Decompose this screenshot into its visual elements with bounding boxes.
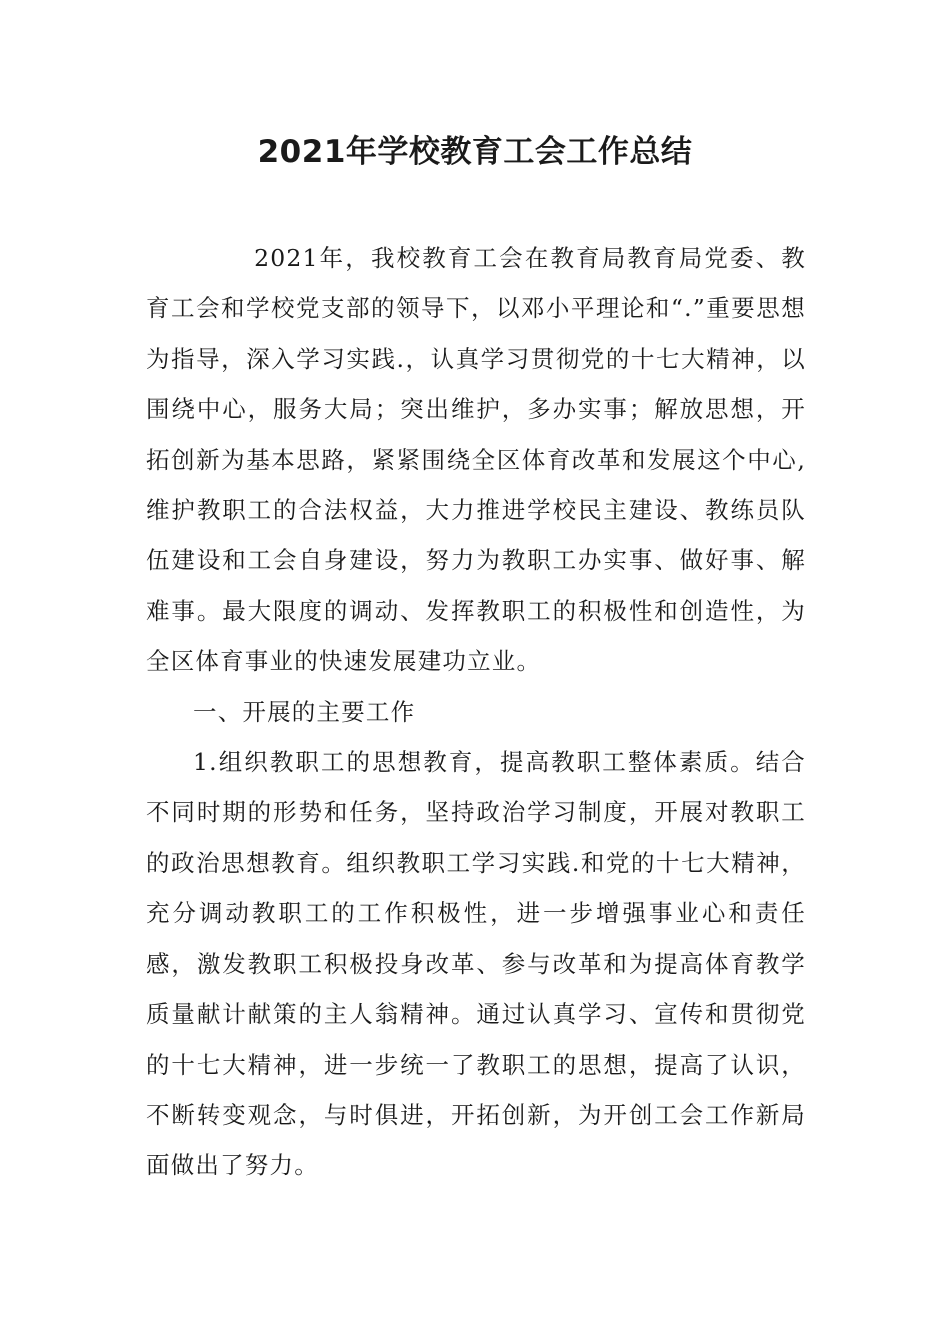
document-title: 2021年学校教育工会工作总结 — [257, 134, 693, 170]
paragraph-item-1: 1.组织教职工的思想教育，提高教职工整体素质。结合不同时期的形势和任务，坚持政治学习制度，开展对教职工的政治思想教育。组织教职工学习实践.和党的十七大精神，充分调动教职工的工作积极性，进一步增强事业心和责任感，激发教职工积极投身改革、参与改革和为提高体育教学质量献计献策的主人翁精神。通过认真学习、宣传和贯彻党的十七大精神，进一步统一了教职工的思想，提高了认识，不断转变观念，与时俱进，开拓创新，为开创工会工作新局面做出了努力。 — [146, 748, 806, 1180]
section-heading: 一、开展的主要工作 — [193, 697, 416, 726]
document-body — [146, 233, 806, 1191]
paragraph-intro: 2021年，我校教育工会在教育局教育局党委、教育工会和学校党支部的领导下，以邓小平理论和“.”重要思想为指导，深入学习实践.，认真学习贯彻党的十七大精神，以围绕中心，服务大局；突出维护，多办实事；解放思想，开拓创新为基本思路，紧紧围绕全区体育改革和发展这个中心,维护教职工的合法权益，大力推进学校民主建设、教练员队伍建设和工会自身建设，努力为教职工办实事、做好事、解难事。最大限度的调动、发挥教职工的积极性和创造性，为全区体育事业的快速发展建功立业。 — [146, 244, 806, 676]
